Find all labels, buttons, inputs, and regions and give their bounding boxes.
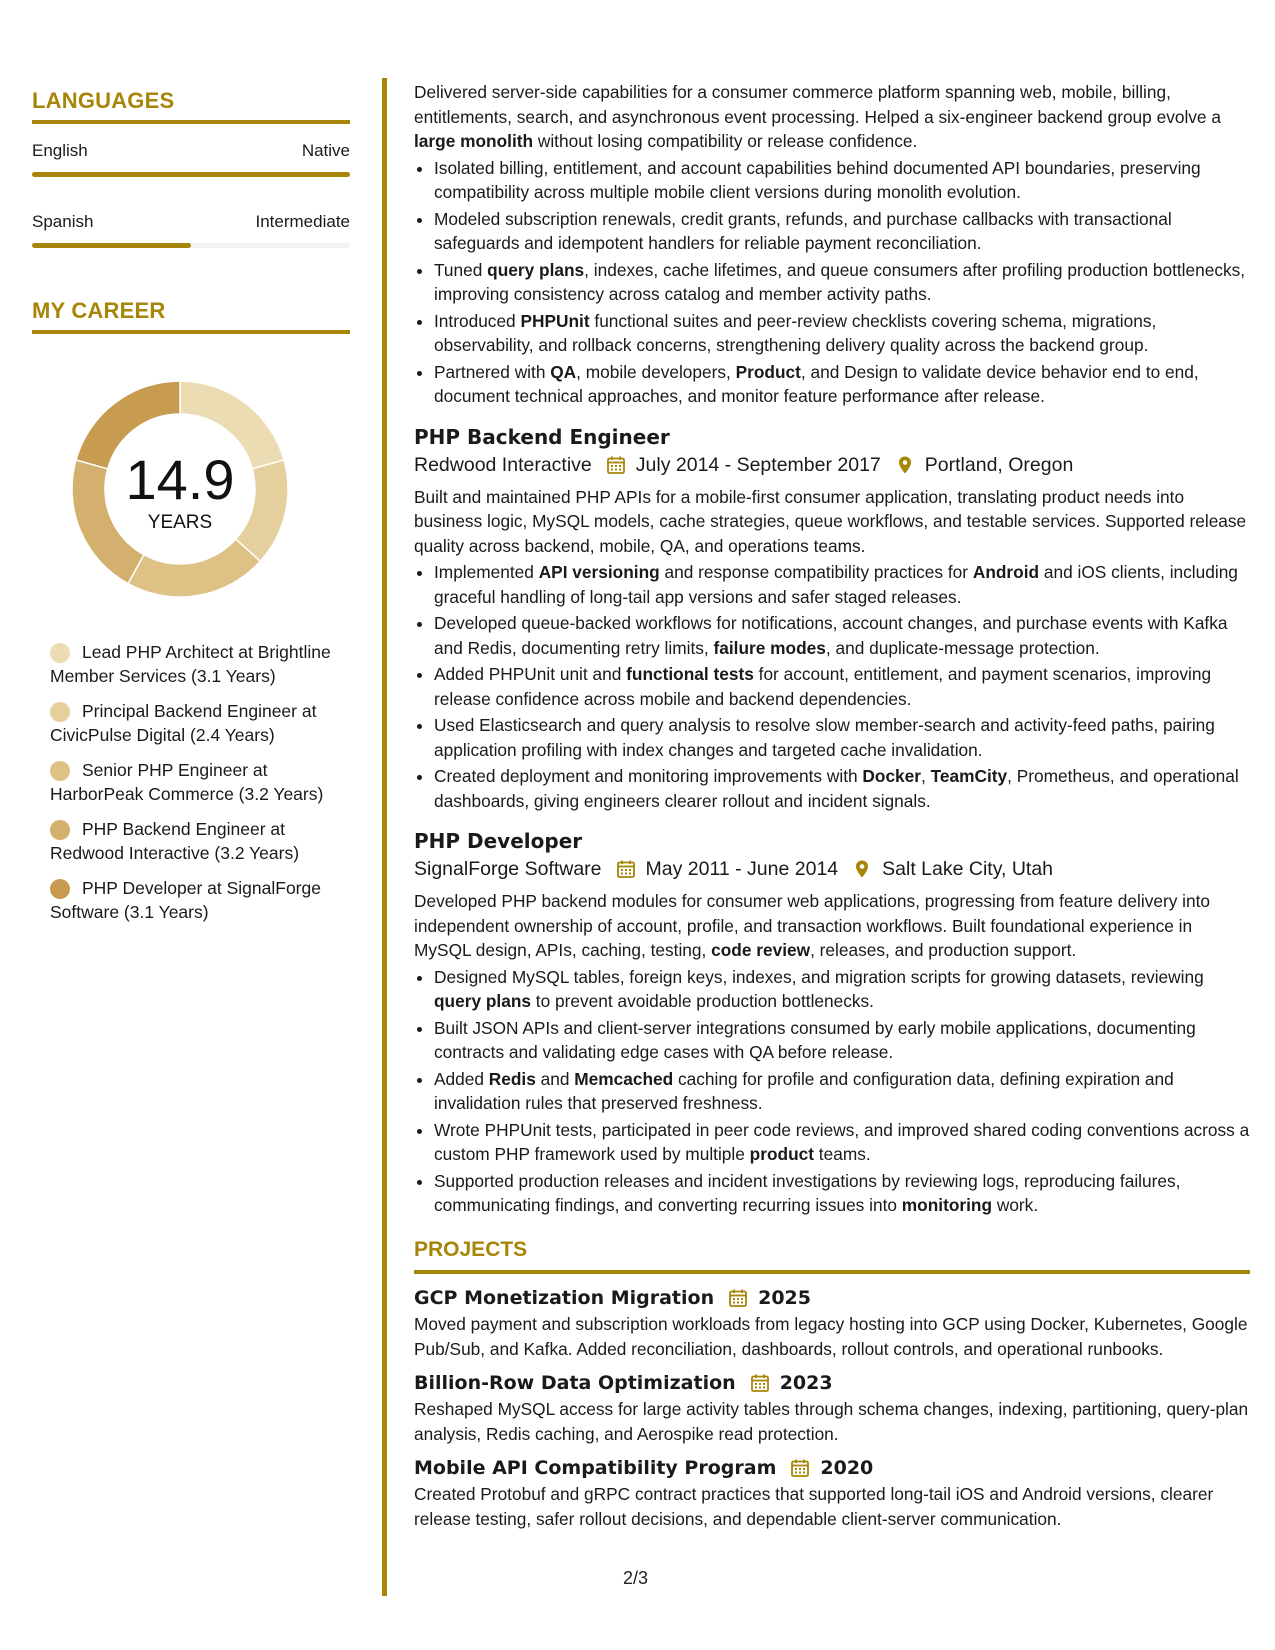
left-column xyxy=(32,88,350,935)
legend-dot-icon xyxy=(50,761,70,781)
project-item xyxy=(414,1369,1250,1446)
project-name: Billion-Row Data Optimization xyxy=(414,1372,736,1394)
bullet-item: • Added PHPUnit unit and functional tests for account, entitlement, and payment scenarios, improving release confidence across mobile and backend dependencies. xyxy=(434,662,1250,711)
main-column xyxy=(414,80,1250,1531)
language-name: English xyxy=(32,141,88,160)
calendar-icon xyxy=(728,1288,748,1308)
project-name: Mobile API Compatibility Program xyxy=(414,1457,777,1479)
language-level: Native xyxy=(301,141,350,160)
project-description: Moved payment and subscription workloads from legacy hosting into GCP using Docker, Kubernetes, Google Pub/Sub, and Kafka. Added reconciliation, dashboards, rollout controls, and operational runbooks. xyxy=(414,1314,1248,1359)
career-legend-label: Lead PHP Architect at Brightline Member Services (3.1 Years) xyxy=(50,642,331,686)
job-meta xyxy=(414,855,1250,883)
legend-dot-icon xyxy=(50,702,70,722)
bullet-item: • Tuned query plans, indexes, cache lifetimes, and queue consumers after profiling production bottlenecks, improving consistency across catalog and member activity paths. xyxy=(434,258,1250,307)
project-item xyxy=(414,1454,1250,1531)
career-legend-label: Principal Backend Engineer at CivicPulse Digital (2.4 Years) xyxy=(50,701,317,745)
bullet-item: • Partnered with QA, mobile developers, Product, and Design to validate device behavior end to end, document technical approaches, and monitor feature performance after release. xyxy=(434,360,1250,409)
job-title: PHP Developer xyxy=(414,829,583,853)
language-bar-fill xyxy=(32,243,191,248)
job-summary: Delivered server-side capabilities for a consumer commerce platform spanning web, mobile, billing, entitlements, search, and asynchronous event processing. Helped a six-engineer backend group evolve a large monolith without losing compatibility or release confidence. xyxy=(414,82,1221,151)
job-location: Portland, Oregon xyxy=(924,453,1074,476)
career-heading: MY CAREER xyxy=(32,298,350,334)
career-legend-item xyxy=(50,640,350,688)
language-bar xyxy=(32,243,350,248)
job-location: Salt Lake City, Utah xyxy=(882,858,1054,880)
bullet-item: • Introduced PHPUnit functional suites and peer-review checklists covering schema, migrations, observability, and rollback concerns, strengthening delivery quality across the backend group. xyxy=(434,309,1250,358)
bullet-item: • Developed queue-backed workflows for notifications, account changes, and purchase events with Kafka and Redis, documenting retry limits, failure modes, and duplicate-message protection. xyxy=(434,611,1250,660)
language-bar-fill xyxy=(32,172,350,177)
bullet-item: • Designed MySQL tables, foreign keys, indexes, and migration scripts for growing datasets, reviewing query plans to prevent avoidable production bottlenecks. xyxy=(434,965,1250,1014)
bullet-item: • Used Elasticsearch and query analysis to resolve slow member-search and activity-feed paths, pairing application profiling with index changes and targeted cache invalidation. xyxy=(434,713,1250,762)
bullet-item: • Implemented API versioning and response compatibility practices for Android and iOS clients, including graceful handling of long-tail app versions and safer staged releases. xyxy=(434,560,1250,609)
bullet-item: • Wrote PHPUnit tests, participated in peer code reviews, and improved shared coding conventions across a custom PHP framework used by multiple product teams. xyxy=(434,1118,1250,1167)
language-level: Intermediate xyxy=(255,212,350,231)
career-legend-item xyxy=(50,758,350,806)
job-summary: Built and maintained PHP APIs for a mobile-first consumer application, translating product needs into business logic, MySQL models, cache strategies, queue workflows, and testable services. Supported release quality across backend, mobile, QA, and operations teams. xyxy=(414,486,1247,556)
bullet-item: • Isolated billing, entitlement, and account capabilities behind documented API boundaries, preserving compatibility across multiple mobile client versions during monolith evolution. xyxy=(434,156,1250,205)
career-legend-label: PHP Backend Engineer at Redwood Interactive (3.2 Years) xyxy=(50,819,300,863)
career-legend-label: PHP Developer at SignalForge Software (3.1 Years) xyxy=(50,878,321,922)
column-divider xyxy=(382,78,387,1596)
bullet-item: • Built JSON APIs and client-server integrations consumed by early mobile applications, documenting contracts and validating edge cases with QA before release. xyxy=(434,1016,1250,1065)
calendar-icon xyxy=(606,455,626,475)
language-item xyxy=(32,211,350,248)
job-title: PHP Backend Engineer xyxy=(414,424,670,449)
project-year: 2023 xyxy=(779,1372,833,1394)
job-bullets xyxy=(414,156,1250,409)
bullet-item: • Created deployment and monitoring improvements with Docker, TeamCity, Prometheus, and operational dashboards, giving engineers clearer rollout and incident signals. xyxy=(434,764,1250,813)
project-description: Created Protobuf and gRPC contract practices that supported long-tail iOS and Android versions, clearer release testing, safer rollout decisions, and dependable client-server communication. xyxy=(414,1484,1214,1529)
calendar-icon xyxy=(616,859,636,879)
project-name: GCP Monetization Migration xyxy=(414,1287,715,1309)
career-legend-item xyxy=(50,876,350,924)
job-dates: May 2011 - June 2014 xyxy=(645,858,839,880)
job-dates: July 2014 - September 2017 xyxy=(635,453,881,476)
job-summary: Developed PHP backend modules for consumer web applications, progressing from feature delivery into independent ownership of account, profile, and transaction workflows. Built foundational experience in MySQL design, APIs, caching, testing, code review, releases, and production support. xyxy=(414,891,1211,960)
bullet-item: • Supported production releases and incident investigations by reviewing logs, reproducing failures, communicating findings, and converting recurring issues into monitoring work. xyxy=(434,1169,1250,1218)
project-description: Reshaped MySQL access for large activity tables through schema changes, indexing, partitioning, query-plan analysis, Redis caching, and Aerospike read protection. xyxy=(414,1399,1249,1444)
bullet-item: • Modeled subscription renewals, credit grants, refunds, and purchase callbacks with transactional safeguards and idempotent handlers for reliable payment reconciliation. xyxy=(434,207,1250,256)
legend-dot-icon xyxy=(50,820,70,840)
legend-dot-icon xyxy=(50,879,70,899)
job-meta xyxy=(414,451,1250,479)
company-name: Redwood Interactive xyxy=(414,453,592,476)
bullet-item: • Added Redis and Memcached caching for profile and configuration data, defining expiration and invalidation rules that preserved freshness. xyxy=(434,1067,1250,1116)
career-legend xyxy=(50,640,350,924)
language-item xyxy=(32,140,350,177)
project-item xyxy=(414,1284,1250,1361)
language-bar xyxy=(32,172,350,177)
page-number: 2/3 xyxy=(623,1568,649,1588)
job-bullets xyxy=(414,560,1250,813)
legend-dot-icon xyxy=(50,643,70,663)
calendar-icon xyxy=(790,1458,810,1478)
language-name: Spanish xyxy=(32,212,94,231)
career-total-unit: YEARS xyxy=(147,512,213,533)
languages-heading: LANGUAGES xyxy=(32,88,350,124)
project-year: 2025 xyxy=(758,1287,811,1309)
career-legend-label: Senior PHP Engineer at HarborPeak Commerce (3.2 Years) xyxy=(50,760,324,804)
career-legend-item xyxy=(50,699,350,747)
projects-heading: PROJECTS xyxy=(414,1238,1250,1275)
career-donut-chart xyxy=(65,374,295,604)
career-legend-item xyxy=(50,817,350,865)
map-pin-icon xyxy=(895,455,915,475)
company-name: SignalForge Software xyxy=(414,858,602,880)
calendar-icon xyxy=(750,1373,770,1393)
career-total-years: 14.9 xyxy=(125,448,235,511)
job-bullets xyxy=(414,965,1250,1218)
project-year: 2020 xyxy=(820,1457,874,1479)
map-pin-icon xyxy=(852,859,872,879)
